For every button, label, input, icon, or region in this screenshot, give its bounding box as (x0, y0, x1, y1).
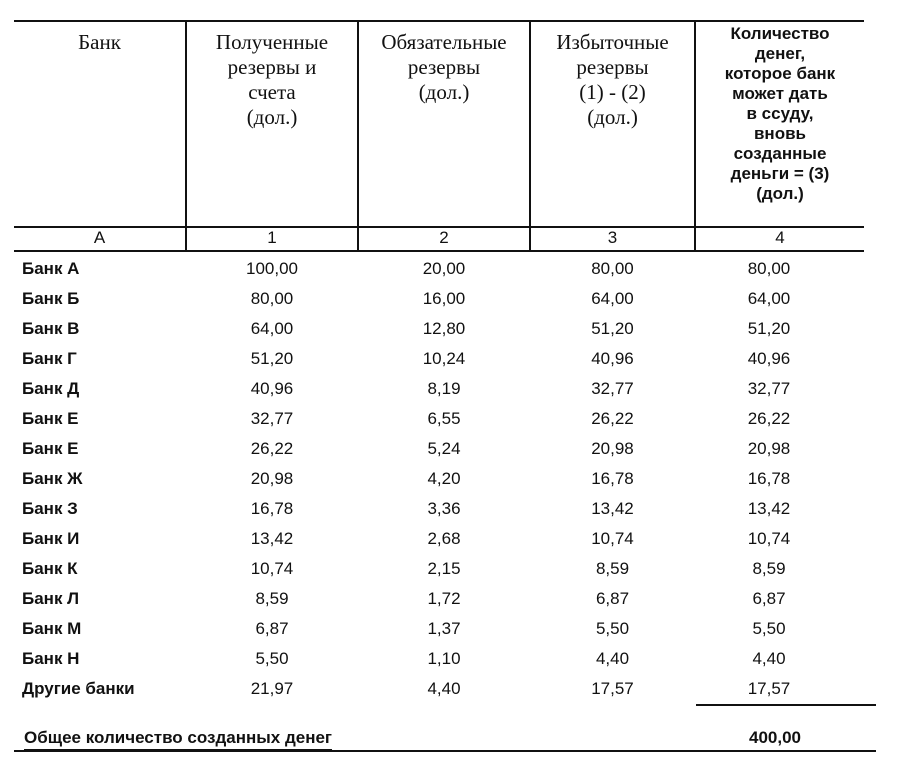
table-row (0, 614, 919, 644)
required-reserves: 5,24 (427, 439, 461, 458)
bank-name: Банк Д (22, 379, 80, 398)
excess-reserves: 17,57 (591, 679, 634, 698)
table-row (0, 524, 919, 554)
received-reserves: 21,97 (250, 679, 294, 698)
table-row (0, 674, 919, 704)
received-reserves: 8,59 (255, 589, 289, 608)
required-reserves: 10,24 (422, 349, 466, 368)
column-number-2: 2 (439, 228, 449, 247)
bank-name: Банк М (22, 619, 82, 638)
excess-reserves: 4,40 (595, 649, 630, 668)
bank-name: Банк К (22, 559, 78, 578)
excess-reserves: 6,87 (595, 589, 630, 608)
required-reserves: 20,00 (422, 259, 466, 278)
loanable-money: 40,96 (747, 349, 791, 368)
loanable-money: 32,77 (747, 379, 791, 398)
required-reserves: 1,10 (427, 649, 461, 668)
loanable-money: 51,20 (747, 319, 791, 338)
received-reserves: 40,96 (250, 379, 294, 398)
bank-name: Банк Л (22, 589, 80, 608)
received-reserves: 5,50 (255, 649, 289, 668)
bank-name: Банк А (22, 259, 80, 278)
required-reserves: 4,40 (427, 679, 461, 698)
table-row (0, 644, 919, 674)
loanable-money: 80,00 (747, 259, 791, 278)
bank-name: Банк Г (22, 349, 77, 368)
bank-name: Банк Ж (22, 469, 83, 488)
received-reserves: 13,42 (250, 529, 294, 548)
total-value: 400,00 (749, 728, 801, 747)
loanable-money: 10,74 (747, 529, 791, 548)
table-row (0, 434, 919, 464)
column-number-a: А (93, 228, 106, 247)
table-row (0, 284, 919, 314)
received-reserves: 6,87 (255, 619, 289, 638)
table-row (0, 314, 919, 344)
bank-name: Другие банки (22, 679, 135, 698)
excess-reserves: 32,77 (591, 379, 634, 398)
excess-reserves: 5,50 (595, 619, 630, 638)
required-reserves: 6,55 (427, 409, 461, 428)
total-label: Общее количество созданных денег (24, 728, 333, 747)
table-row (0, 254, 919, 284)
received-reserves: 16,78 (250, 499, 294, 518)
table-top-rule (14, 20, 864, 22)
loanable-money: 13,42 (747, 499, 791, 518)
subtotal-rule (696, 704, 876, 706)
loanable-money: 64,00 (747, 289, 791, 308)
column-number-4: 4 (775, 228, 785, 247)
bank-name: Банк Б (22, 289, 80, 308)
excess-reserves: 51,20 (591, 319, 634, 338)
excess-reserves: 64,00 (591, 289, 634, 308)
bank-name: Банк В (22, 319, 80, 338)
required-reserves: 3,36 (427, 499, 461, 518)
excess-reserves: 16,78 (591, 469, 634, 488)
loanable-money: 5,50 (752, 619, 786, 638)
required-reserves: 2,68 (427, 529, 461, 548)
received-reserves: 64,00 (250, 319, 294, 338)
column-number-1: 1 (267, 228, 277, 247)
excess-reserves: 26,22 (591, 409, 634, 428)
table-row (0, 404, 919, 434)
received-reserves: 26,22 (250, 439, 294, 458)
received-reserves: 32,77 (250, 409, 294, 428)
loanable-money: 20,98 (747, 439, 791, 458)
table-row (0, 494, 919, 524)
loanable-money: 16,78 (747, 469, 791, 488)
table-row (0, 344, 919, 374)
table-row (0, 464, 919, 494)
loanable-money: 17,57 (747, 679, 791, 698)
column-number-3: 3 (607, 228, 618, 247)
bank-name: Банк З (22, 499, 78, 518)
received-reserves: 20,98 (250, 469, 294, 488)
loanable-money: 8,59 (752, 559, 786, 578)
header-excess-reserves: Избыточные резервы (1) - (2) (дол.) (556, 30, 669, 129)
received-reserves: 10,74 (250, 559, 294, 578)
excess-reserves: 40,96 (591, 349, 634, 368)
excess-reserves: 10,74 (591, 529, 634, 548)
received-reserves: 51,20 (250, 349, 294, 368)
received-reserves: 100,00 (246, 259, 298, 278)
required-reserves: 2,15 (427, 559, 461, 578)
bank-name: Банк И (22, 529, 80, 548)
loanable-money: 26,22 (747, 409, 791, 428)
table-row (0, 584, 919, 614)
required-reserves: 16,00 (422, 289, 466, 308)
excess-reserves: 8,59 (595, 559, 630, 578)
header-loanable-money: Количество денег, которое банк может дать в ссуду, вновь созданные деньги = (3) (дол.) (724, 24, 836, 203)
header-bank: Банк (78, 30, 121, 54)
header-required-reserves: Обязательные резервы (дол.) (381, 30, 507, 104)
excess-reserves: 80,00 (591, 259, 634, 278)
header-received-reserves: Полученные резервы и счета (дол.) (215, 30, 329, 129)
required-reserves: 1,37 (427, 619, 461, 638)
loanable-money: 6,87 (752, 589, 786, 608)
table-row (0, 374, 919, 404)
bank-name: Банк Е (22, 409, 79, 428)
table-row (0, 554, 919, 584)
bank-name: Банк Е (22, 439, 79, 458)
required-reserves: 8,19 (427, 379, 461, 398)
table-bottom-rule (14, 750, 876, 752)
required-reserves: 12,80 (422, 319, 466, 338)
bank-name: Банк Н (22, 649, 80, 668)
loanable-money: 4,40 (752, 649, 786, 668)
required-reserves: 4,20 (427, 469, 461, 488)
excess-reserves: 20,98 (591, 439, 634, 458)
column-number-rule (14, 250, 864, 252)
excess-reserves: 13,42 (591, 499, 634, 518)
required-reserves: 1,72 (427, 589, 461, 608)
received-reserves: 80,00 (250, 289, 294, 308)
